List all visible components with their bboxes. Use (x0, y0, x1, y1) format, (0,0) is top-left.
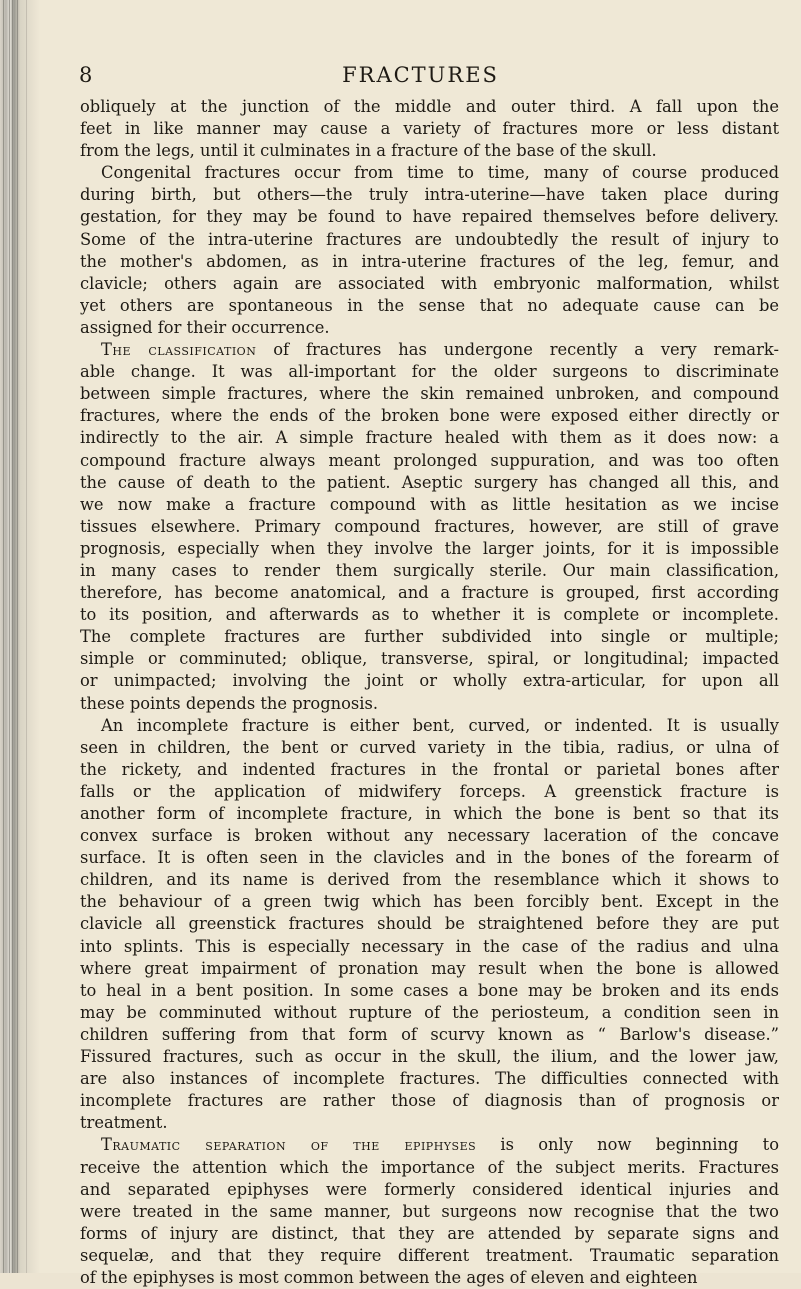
line-text: to its position, and afterwards as to whether it is complete or incomplete. (80, 605, 779, 625)
text-line (80, 140, 779, 162)
text-line (80, 1223, 779, 1245)
text-line (80, 494, 779, 516)
paragraph (80, 715, 779, 1135)
text-line (80, 715, 779, 737)
text-line (80, 737, 779, 759)
text-line (80, 759, 779, 781)
line-text: is only now beginning to (476, 1135, 779, 1155)
text-line (80, 472, 779, 494)
text-line (80, 847, 779, 869)
text-line (80, 538, 779, 560)
line-text: simple or comminuted; oblique, transverse, spiral, or longitudinal; impacted (80, 649, 779, 669)
text-line (80, 648, 779, 670)
line-text: tissues elsewhere. Primary compound fractures, however, are still of grave (80, 516, 779, 536)
text-line (80, 206, 779, 228)
line-text: children suffering from that form of scurvy known as “ Barlow's disease.” (80, 1024, 779, 1044)
line-text: where great impairment of pronation may result when the bone is allowed (80, 958, 779, 978)
section-lead: Traumatic separation of the epiphyses (101, 1135, 477, 1155)
line-text: children, and its name is derived from the resemblance which it shows to (80, 870, 779, 890)
line-text: of the epiphyses is most common between the ages of eleven and eighteen (80, 1267, 698, 1287)
line-text: gestation, for they may be found to have repaired themselves before delivery. (80, 207, 779, 227)
line-text: forms of injury are distinct, that they are attended by separate signs and (80, 1223, 779, 1243)
text-line (80, 560, 779, 582)
line-text: from the legs, until it culminates in a fracture of the base of the skull. (80, 141, 657, 161)
text-line (80, 317, 779, 339)
text-line (80, 1112, 779, 1134)
text-line (80, 980, 779, 1002)
line-text: fractures, where the ends of the broken bone were exposed either directly or (80, 406, 779, 426)
text-line (80, 273, 779, 295)
text-line (80, 516, 779, 538)
book-page (40, 0, 801, 1287)
body-text (80, 96, 779, 1289)
line-text: Fissured fractures, such as occur in the skull, the ilium, and the lower jaw, (80, 1047, 779, 1067)
paragraph (80, 1134, 779, 1289)
page-number: 8 (79, 63, 93, 87)
line-text: were treated in the same manner, but surgeons now recognise that the two (80, 1201, 779, 1221)
line-text: we now make a fracture compound with as little hesitation as we incise (80, 494, 779, 514)
text-line (80, 891, 779, 913)
line-text: incomplete fractures are rather those of diagnosis than of prognosis or (80, 1091, 779, 1111)
text-line (80, 869, 779, 891)
line-text: the behaviour of a green twig which has been forcibly bent. Except in the (80, 892, 779, 912)
text-line (80, 604, 779, 626)
line-text: falls or the application of midwifery forceps. A greenstick fracture is (80, 781, 779, 801)
line-text: compound fracture always meant prolonged suppuration, and was too often (80, 450, 779, 470)
text-line (80, 1201, 779, 1223)
line-text: assigned for their occurrence. (80, 317, 330, 337)
text-line (80, 1090, 779, 1112)
line-text: into splints. This is especially necessary in the case of the radius and ulna (80, 936, 779, 956)
line-text: may be comminuted without rupture of the periosteum, a condition seen in (80, 1002, 779, 1022)
text-line (80, 450, 779, 472)
line-text: between simple fractures, where the skin remained unbroken, and compound (80, 384, 779, 404)
text-line (80, 936, 779, 958)
line-text: surface. It is often seen in the clavicles and in the bones of the forearm of (80, 848, 779, 868)
line-text: and separated epiphyses were formerly considered identical injuries and (80, 1179, 779, 1199)
text-line (80, 427, 779, 449)
line-text: clavicle; others again are associated with embryonic malformation, whilst (80, 273, 779, 293)
line-text: seen in children, the bent or curved variety in the tibia, radius, or ulna of (80, 737, 779, 757)
line-text: in many cases to render them surgically sterile. Our main classification, (80, 560, 779, 580)
text-line (80, 383, 779, 405)
line-text: treatment. (80, 1113, 168, 1133)
line-text: sequelæ, and that they require different treatment. Traumatic separation (80, 1245, 779, 1265)
text-line (80, 582, 779, 604)
line-text: yet others are spontaneous in the sense that no adequate cause can be (80, 295, 779, 315)
paragraph (80, 162, 779, 339)
text-line (80, 1245, 779, 1267)
text-line (80, 1024, 779, 1046)
text-line (80, 295, 779, 317)
line-text: during birth, but others—the truly intra-uterine—have taken place during (80, 185, 779, 205)
line-text: receive the attention which the importance of the subject merits. Fractures (80, 1157, 779, 1177)
line-text: prognosis, especially when they involve the larger joints, for it is impossible (80, 538, 779, 558)
text-line (80, 118, 779, 140)
line-text: the rickety, and indented fractures in the frontal or parietal bones after (80, 759, 779, 779)
line-text: able change. It was all-important for the older surgeons to discriminate (80, 362, 779, 382)
text-line (80, 96, 779, 118)
text-line (80, 958, 779, 980)
line-text: to heal in a bent position. In some cases a bone may be broken and its ends (80, 980, 779, 1000)
paragraph (80, 96, 779, 162)
line-text: An incomplete fracture is either bent, curved, or indented. It is usually (101, 715, 779, 735)
line-text: convex surface is broken without any necessary laceration of the concave (80, 826, 779, 846)
line-text: obliquely at the junction of the middle and outer third. A fall upon the (80, 97, 779, 116)
text-line (80, 251, 779, 273)
text-line (80, 803, 779, 825)
line-text: The complete fractures are further subdivided into single or multiple; (80, 627, 779, 647)
text-line (80, 1179, 779, 1201)
text-line (80, 162, 779, 184)
text-line (80, 1068, 779, 1090)
text-line (80, 670, 779, 692)
text-line (80, 405, 779, 427)
text-line (80, 1046, 779, 1068)
text-line (80, 1267, 779, 1289)
text-line (80, 339, 779, 361)
text-line (80, 693, 779, 715)
line-text: of fractures has undergone recently a very remark- (256, 340, 779, 360)
line-text: another form of incomplete fracture, in which the bone is bent so that its (80, 804, 779, 823)
text-line (80, 781, 779, 803)
text-line (80, 229, 779, 251)
line-text: therefore, has become anatomical, and a fracture is grouped, first according (80, 583, 779, 603)
text-line (80, 1134, 779, 1156)
text-line (80, 913, 779, 935)
running-head: FRACTURES (342, 63, 499, 87)
line-text: these points depends the prognosis. (80, 693, 379, 713)
section-lead: The classification (101, 340, 257, 360)
line-text: are also instances of incomplete fractures. The difficulties connected with (80, 1069, 779, 1089)
book-gutter (0, 0, 40, 1273)
text-line (80, 1157, 779, 1179)
paragraph (80, 339, 779, 715)
line-text: the mother's abdomen, as in intra-uterine fractures of the leg, femur, and (80, 251, 779, 271)
line-text: the cause of death to the patient. Aseptic surgery has changed all this, and (80, 472, 779, 492)
line-text: or unimpacted; involving the joint or wholly extra-articular, for upon all (80, 671, 779, 691)
text-line (80, 626, 779, 648)
line-text: Some of the intra-uterine fractures are undoubtedly the result of injury to (80, 229, 779, 249)
text-line (80, 361, 779, 383)
text-line (80, 184, 779, 206)
text-line (80, 1002, 779, 1024)
line-text: indirectly to the air. A simple fracture healed with them as it does now: a (80, 428, 779, 448)
line-text: Congenital fractures occur from time to time, many of course produced (101, 163, 779, 183)
text-line (80, 825, 779, 847)
line-text: clavicle all greenstick fractures should be straightened before they are put (80, 914, 779, 934)
page-header (40, 62, 801, 90)
line-text: feet in like manner may cause a variety of fractures more or less distant (80, 119, 779, 139)
